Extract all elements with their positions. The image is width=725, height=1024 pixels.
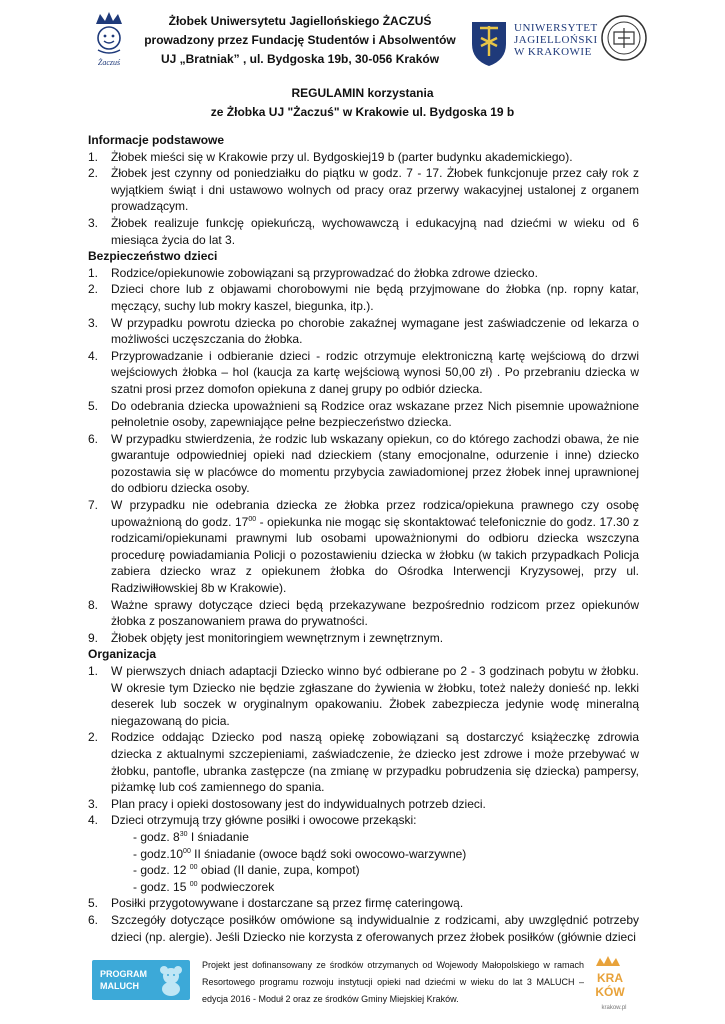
uj-logo-text (514, 22, 598, 58)
badge-line-1: PROGRAM (100, 969, 147, 979)
header-text (140, 12, 460, 69)
krakow-logo-line-2: KÓW (595, 985, 625, 999)
list-item: 3. Żłobek realizuje funkcję opiekuńczą, wychowawczą i edukacyjną nad dziećmi w wieku od 6 miesiąca życia do lat 3. (88, 215, 639, 247)
footer-funding-text: Projekt jest dofinansowany ze środków otrzymanych od Wojewody Małopolskiego w ramach Resortowego programu rozwoju instytucji opieki nad dziećmi w wieku do lat 3 MALUCH – edycja 2016 - Moduł 2 oraz ze środków Gminy Miejskiej Kraków. (202, 960, 584, 1004)
list-item: 4. Dzieci otrzymują trzy główne posiłki i owocowe przekąski: (88, 813, 417, 828)
meal-item: - godz. 12 $^{00}$ obiad (II danie, zupa, kompot) (133, 863, 360, 878)
zaczus-crown-logo (88, 10, 130, 68)
list-item: 5. Posiłki przygotowywane i dostarczane są przez firmę cateringową. (88, 896, 464, 911)
list-item: 3. W przypadku powrotu dziecka po chorobie zakaźnej wymagane jest zaświadczenie od lekarza o możliwości uczęszczania do żłobka. (88, 315, 639, 347)
list-item: 1. Żłobek mieści się w Krakowie przy ul. Bydgoskiej19 b (parter budynku akademickiego). (88, 149, 573, 164)
krakow-logo (586, 952, 642, 1012)
list-item: 1. Rodzice/opiekunowie zobowiązani są przyprowadzać do żłobka zdrowe dziecko. (88, 265, 538, 280)
list-item: 8. Ważne sprawy dotyczące dzieci będą przekazywane bezpośrednio rodzicom przez opiekunów żłobka z poszanowaniem prawa do prywatności. (88, 597, 639, 629)
meal-item: - $godz.10^{00}$ II śniadanie (owoce bądź soki owocowo-warzywne) (133, 846, 467, 861)
header-line-2: prowadzony przez Fundację Studentów i Absolwentów (144, 33, 456, 47)
badge-line-2: MALUCH (100, 981, 139, 991)
document-title (0, 84, 725, 122)
regulations-content (88, 132, 639, 945)
list-item: 6. W przypadku stwierdzenia, że rodzic lub wskazany opiekun, co do którego zachodzi obawa, że nie gwarantuje odpowiedniej opieki nad dzieckiem (stany emocjonalne, odurzenie i inne) dziecko pozostawia się w placówce do momentu przybycia zawiadomionej przez żłobek innej uprawnionej do odbioru dziecka osoby. (88, 431, 639, 496)
section-heading: Informacje podstawowe (88, 133, 225, 147)
uj-crest-logo (468, 16, 510, 68)
list-item: 5. Do odebrania dziecka upoważnieni są Rodzice oraz wskazane przez Nich pisemnie upoważnione pełnoletnie osoby, zapewniające pełne bezpieczeństwo dziecka. (88, 398, 639, 430)
list-item: 6. Szczegóły dotyczące posiłków omówione są indywidualnie z rodzicami, aby uwzględnić potrzeby dzieci (np. alergie). Jeśli Dziecko nie korzysta z oferowanych przez żłobek posiłków (głównie dzieci (88, 912, 639, 944)
krakow-logo-line-1: KRA (597, 971, 623, 985)
list-item: 2. Rodzice oddając Dziecko pod naszą opiekę zobowiązani są dostarczyć książeczkę zdrowia dziecka z aktualnymi szczepieniami, zaświadczenie, że dziecko jest zdrowe i może przebywać w żłobku, pantofle, ubranka zastępcze (na zmianę w przypadku pobrudzenia się dziecka) pampersy, piżamkę lub coś zamiennego do spania. (88, 730, 639, 795)
list-item: 3. Plan pracy i opieki dostosowany jest do indywidualnych potrzeb dzieci. (88, 796, 486, 811)
list-item: 4. Przyprowadzanie i odbieranie dzieci - rodzic otrzymuje elektroniczną kartę wejściową do drzwi wejściowych żłobka – hol (kaucja za kartę wejściową wynosi 50,00 zł) . Po przebraniu dziecka w szatni prosi przez domofon opiekuna z danej grupy po odbiór dziecka. (88, 348, 639, 396)
list-item: 2. Dzieci chore lub z objawami chorobowymi nie będą przyjmowane do żłobka (np. ropny katar, męczący, suchy lub mokry kaszel, biegunka, itp.). (88, 282, 639, 313)
list-item: 7. W przypadku nie odebrania dziecka ze żłobka przez rodzica/opiekuna prawnego czy osobę upoważnioną do godz. $17^{00}$ - opiekunka nie mogąc się skontaktować telefonicznie do godz. 17.30 z rodzicami/opiekunami prawnymi lub osobami upoważnionymi do odbioru dziecka wszczyna procedurę powiadamiania Policji o pozostawieniu dziecka w żłobku (w takich przypadkach Policja zabiera dziecko wraz z opiekunem żłobka do Ośrodka Interwencji Kryzysowej, przy ul. Radziwiłłowskiej 8b w Krakowie). (88, 498, 639, 596)
title-line-2: ze Żłobka UJ "Żaczuś" w Krakowie ul. Bydgoska 19 b (210, 105, 515, 119)
uj-logo-line-1: UNIWERSYTET (514, 22, 598, 34)
list-item: 9. Żłobek objęty jest monitoringiem wewnętrznym i zewnętrznym. (88, 630, 444, 645)
teddy-bear-icon (156, 964, 186, 996)
page-header (0, 0, 725, 80)
krakow-logo-url: krakow.pl (601, 1005, 627, 1011)
uj-logo-line-2: JAGIELLOŃSKI (514, 34, 598, 46)
title-line-1: REGULAMIN korzystania (291, 86, 434, 100)
section-heading: Bezpieczeństwo dzieci (88, 249, 218, 264)
page-footer (0, 948, 725, 1024)
header-line-3: UJ „Bratniak” , ul. Bydgoska 19b, 30-056 Kraków (160, 52, 440, 66)
list-item: 1. W pierwszych dniach adaptacji Dziecko winno być odbierane po 2 - 3 godzinach pobytu w żłobku. W okresie tym Dziecko nie będzie zgłaszane do żywienia w żłobku, toteż należy donieść np. lekki deserek lub soczek w oryginalnym opakowaniu. Żłobek zabezpiecza jedynie wodę mineralną niegazowaną do picia. (88, 664, 639, 728)
program-maluch-badge (92, 960, 190, 1000)
header-line-1: Żłobek Uniwersytetu Jagiellońskiego ŻACZUŚ (168, 14, 432, 28)
bratniak-seal-logo (600, 14, 648, 62)
uj-logo-line-3: W KRAKOWIE (514, 46, 592, 58)
meal-item: - godz. 15 $^{00}$ podwieczorek (133, 879, 275, 894)
zaczus-logo-text: Żaczuś (97, 58, 121, 67)
section-heading: Organizacja (88, 647, 157, 662)
list-item: 2. Żłobek jest czynny od poniedziałku do piątku w godz. 7 - 17. Żłobek funkcjonuje przez cały rok z wyjątkiem świąt i dni ustawowo wolnych od pracy oraz przerwy wakacyjnej ustalonej z organem prowadzącym. (88, 166, 639, 214)
meal-item: - godz. $8^{30}$ I śniadanie (133, 829, 249, 844)
